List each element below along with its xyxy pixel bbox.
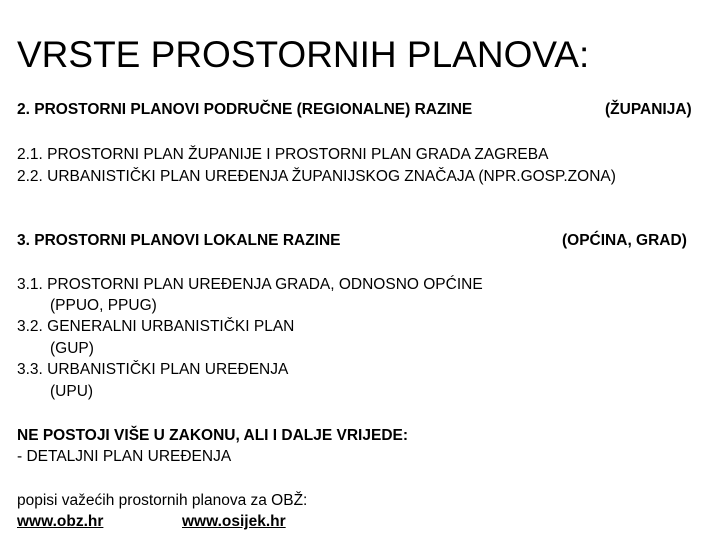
section-2-item-1: 2.1. PROSTORNI PLAN ŽUPANIJE I PROSTORNI PLAN GRADA ZAGREBA bbox=[17, 146, 549, 163]
section-3-item-1-abbr: (PPUO, PPUG) bbox=[50, 297, 157, 314]
obz-link[interactable]: www.obz.hr bbox=[17, 513, 104, 530]
section-3-item-3-abbr: (UPU) bbox=[50, 383, 94, 400]
legacy-item: - DETALJNI PLAN UREĐENJA bbox=[17, 448, 232, 465]
section-2-heading: 2. PROSTORNI PLANOVI PODRUČNE (REGIONALNE) RAZINE bbox=[17, 101, 473, 118]
section-3-item-1: 3.1. PROSTORNI PLAN UREĐENJA GRADA, ODNOSNO OPĆINE bbox=[17, 276, 483, 293]
section-2-scope: (ŽUPANIJA) bbox=[605, 101, 692, 118]
legacy-heading: NE POSTOJI VIŠE U ZAKONU, ALI I DALJE VRIJEDE: bbox=[17, 427, 409, 444]
section-3-scope: (OPĆINA, GRAD) bbox=[562, 232, 687, 249]
section-3-item-2: 3.2. GENERALNI URBANISTIČKI PLAN bbox=[17, 318, 295, 335]
section-3-heading: 3. PROSTORNI PLANOVI LOKALNE RAZINE bbox=[17, 232, 341, 249]
links-intro: popisi važećih prostornih planova za OBŽ: bbox=[17, 492, 308, 509]
osijek-link[interactable]: www.osijek.hr bbox=[182, 513, 286, 530]
section-2-item-2: 2.2. URBANISTIČKI PLAN UREĐENJA ŽUPANIJSKOG ZNAČAJA (NPR.GOSP.ZONA) bbox=[17, 168, 616, 185]
section-3-item-3: 3.3. URBANISTIČKI PLAN UREĐENJA bbox=[17, 361, 289, 378]
section-3-item-2-abbr: (GUP) bbox=[50, 340, 94, 357]
page-title: VRSTE PROSTORNIH PLANOVA: bbox=[17, 34, 590, 75]
